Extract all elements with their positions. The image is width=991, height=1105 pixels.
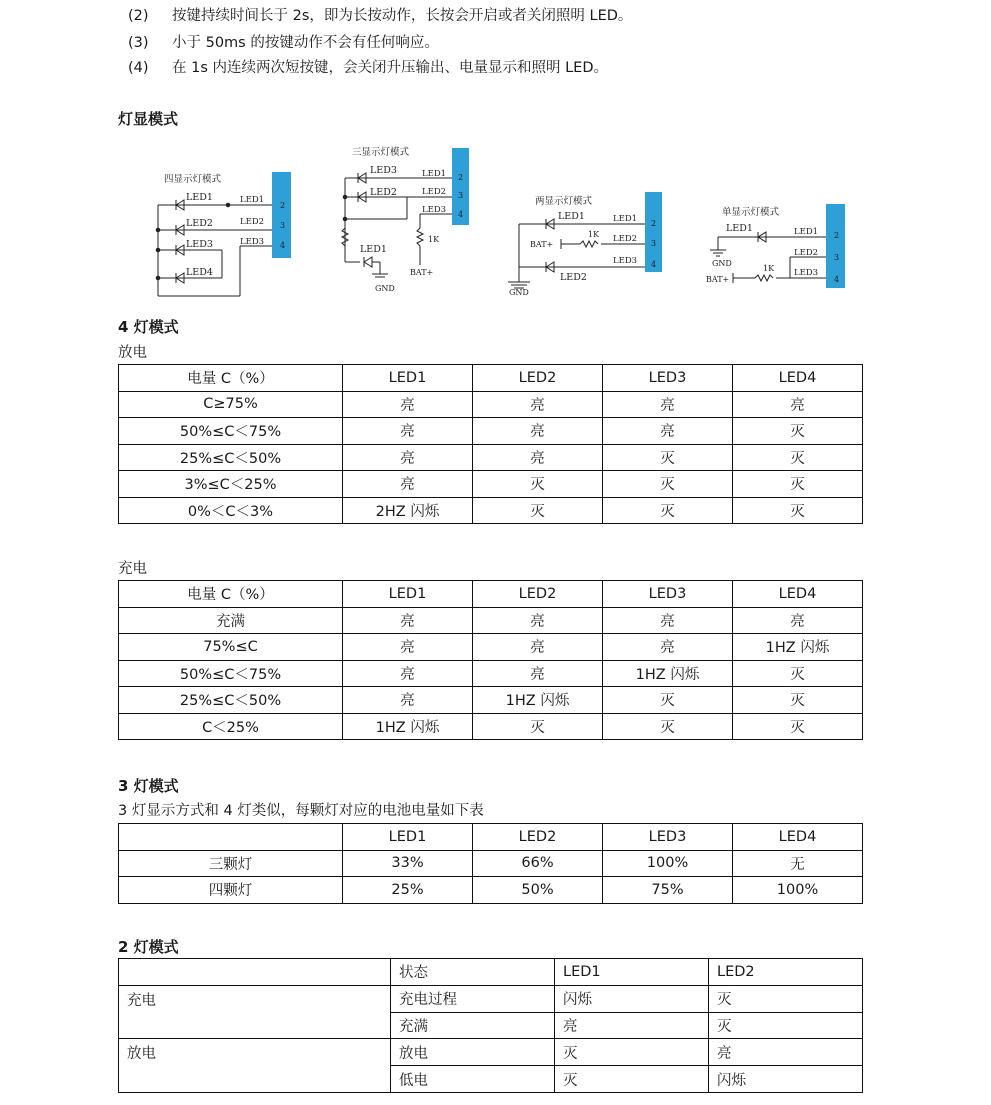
table-cell: LED4 [733, 824, 863, 851]
two-lamp-header [119, 959, 863, 986]
table-cell: LED3 [603, 365, 733, 392]
table-cell: 充电过程 [391, 985, 555, 1012]
table-cell: 灭 [709, 985, 863, 1012]
two-title: 两显示灯模式 [535, 196, 593, 207]
table-cell: 亮 [473, 391, 603, 418]
two-lamp-row [119, 1039, 863, 1066]
table-cell: 1HZ 闪烁 [733, 634, 863, 661]
table-cell: LED1 [343, 581, 473, 608]
four-led-1: LED1 [186, 192, 213, 203]
table-cell: 灭 [709, 1012, 863, 1039]
table-cell: 25% [343, 877, 473, 904]
table-cell: 灭 [555, 1039, 709, 1066]
table-cell: 100% [733, 877, 863, 904]
table-cell: 100% [603, 850, 733, 877]
table-cell: 亮 [343, 634, 473, 661]
table-cell: 亮 [343, 391, 473, 418]
one-line-3: LED3 [794, 268, 819, 278]
charge-row-header [119, 581, 863, 608]
table-cell: 无 [733, 850, 863, 877]
two-line-3: LED3 [613, 256, 638, 266]
two-lamp-table [118, 958, 863, 1093]
table-cell: 灭 [555, 1066, 709, 1093]
table-cell: 灭 [733, 660, 863, 687]
two-led-1: LED1 [558, 211, 585, 222]
charge-row [119, 687, 863, 714]
one-res: 1K [763, 264, 775, 273]
table-cell: 亮 [473, 634, 603, 661]
charge-table [118, 580, 863, 740]
table-cell: 50%≤C＜75% [119, 660, 343, 687]
table-cell: 三颗灯 [119, 850, 343, 877]
charge-row [119, 634, 863, 661]
three-gnd: GND [375, 284, 395, 293]
table-cell: 25%≤C＜50% [119, 444, 343, 471]
table-cell: 灭 [733, 418, 863, 445]
four-pin-2: 2 [280, 201, 286, 210]
four-line-2: LED2 [240, 217, 265, 227]
three-title: 三显示灯模式 [352, 147, 410, 158]
table-cell: 充满 [391, 1012, 555, 1039]
three-bat: BAT+ [410, 268, 434, 277]
one-title: 单显示灯模式 [722, 207, 780, 218]
table-cell: LED1 [343, 824, 473, 851]
table-cell [119, 824, 343, 851]
discharge-row [119, 391, 863, 418]
three-res: 1K [428, 235, 440, 244]
table-cell: 亮 [555, 1012, 709, 1039]
three-line-3: LED3 [422, 205, 447, 215]
intro-item-3: (3) 小于 50ms 的按键动作不会有任何响应。 [128, 35, 439, 51]
four-line-3: LED3 [240, 237, 265, 247]
one-led-1: LED1 [726, 223, 753, 234]
table-cell: 亮 [603, 634, 733, 661]
table-cell: LED4 [733, 365, 863, 392]
discharge-row [119, 497, 863, 524]
two-pin-3: 3 [651, 239, 657, 248]
one-pin-3: 3 [834, 253, 840, 262]
table-cell: 灭 [603, 497, 733, 524]
table-cell: 灭 [603, 444, 733, 471]
three-lamp-heading: 3 灯模式 [118, 777, 179, 795]
charge-label: 充电 [118, 561, 147, 577]
table-cell: 亮 [733, 607, 863, 634]
table-cell: 亮 [343, 660, 473, 687]
table-cell: 灭 [603, 713, 733, 740]
table-cell: LED3 [603, 581, 733, 608]
four-led-2: LED2 [186, 218, 213, 229]
table-cell: 充满 [119, 607, 343, 634]
two-line-2: LED2 [613, 234, 638, 244]
diagram-four-lamp [156, 172, 291, 296]
table-cell: 50% [473, 877, 603, 904]
table-cell: 闪烁 [555, 985, 709, 1012]
table-cell: 亮 [343, 471, 473, 498]
table-cell: 亮 [603, 391, 733, 418]
one-gnd: GND [712, 259, 732, 268]
table-cell: 亮 [343, 444, 473, 471]
table-cell: LED2 [473, 365, 603, 392]
table-cell: LED2 [709, 959, 863, 986]
discharge-row-header [119, 365, 863, 392]
table-cell: 亮 [473, 607, 603, 634]
four-led-3: LED3 [186, 239, 213, 250]
table-cell: 75%≤C [119, 634, 343, 661]
four-pin-3: 3 [280, 221, 286, 230]
one-pin-4: 4 [834, 275, 840, 284]
discharge-table [118, 364, 863, 524]
four-led-4: LED4 [186, 267, 213, 278]
lamp-mode-heading: 灯显模式 [118, 110, 179, 128]
table-cell: 电量 C（%） [119, 365, 343, 392]
four-line-1: LED1 [240, 195, 265, 205]
table-cell: 灭 [733, 687, 863, 714]
charge-row [119, 713, 863, 740]
table-cell: 亮 [709, 1039, 863, 1066]
table-cell: 闪烁 [709, 1066, 863, 1093]
three-line-1: LED1 [422, 169, 447, 179]
three-pin-3: 3 [458, 191, 464, 200]
table-cell: 灭 [473, 713, 603, 740]
lamp-wiring-diagrams [0, 140, 991, 305]
table-cell: 2HZ 闪烁 [343, 497, 473, 524]
table-cell: 亮 [343, 418, 473, 445]
intro-item-4: (4) 在 1s 内连续两次短按键，会关闭升压输出、电量显示和照明 LED。 [128, 60, 609, 76]
charge-row [119, 660, 863, 687]
table-cell: 灭 [603, 687, 733, 714]
table-cell: 3%≤C＜25% [119, 471, 343, 498]
table-cell: 灭 [603, 471, 733, 498]
two-gnd: GND [509, 288, 529, 297]
table-cell: 0%＜C＜3% [119, 497, 343, 524]
table-cell: 灭 [733, 713, 863, 740]
three-led-3: LED3 [370, 165, 397, 176]
table-cell: 25%≤C＜50% [119, 687, 343, 714]
table-cell: 放电 [391, 1039, 555, 1066]
table-cell: LED2 [473, 581, 603, 608]
two-bat: BAT+ [530, 240, 554, 249]
four-pin-4: 4 [280, 241, 286, 250]
table-cell: 状态 [391, 959, 555, 986]
three-lamp-table [118, 823, 863, 904]
table-cell: C≥75% [119, 391, 343, 418]
table-cell: 75% [603, 877, 733, 904]
three-pin-2: 2 [458, 173, 464, 182]
table-cell: 四颗灯 [119, 877, 343, 904]
table-cell: 亮 [733, 391, 863, 418]
one-line-2: LED2 [794, 248, 819, 258]
table-cell: 50%≤C＜75% [119, 418, 343, 445]
group-label: 充电 [119, 985, 391, 1039]
table-cell: 灭 [733, 444, 863, 471]
three-line-2: LED2 [422, 187, 447, 197]
three-lamp-row [119, 877, 863, 904]
intro-item-2: (2) 按键持续时间长于 2s，即为长按动作，长按会开启或者关闭照明 LED。 [128, 8, 633, 24]
table-cell: 66% [473, 850, 603, 877]
group-label: 放电 [119, 1039, 391, 1093]
table-cell: 灭 [733, 497, 863, 524]
table-cell: 1HZ 闪烁 [473, 687, 603, 714]
table-cell: 亮 [603, 607, 733, 634]
diagram-three-lamp [342, 148, 469, 277]
three-lamp-row [119, 850, 863, 877]
three-lamp-desc: 3 灯显示方式和 4 灯类似，每颗灯对应的电池电量如下表 [118, 803, 484, 819]
table-cell [119, 959, 391, 986]
two-pin-4: 4 [651, 260, 657, 269]
one-pin-2: 2 [834, 231, 840, 240]
discharge-label: 放电 [118, 345, 147, 361]
two-lamp-heading: 2 灯模式 [118, 938, 179, 956]
two-res: 1K [588, 230, 600, 239]
table-cell: 亮 [473, 418, 603, 445]
table-cell: C＜25% [119, 713, 343, 740]
three-led-1: LED1 [360, 244, 387, 255]
table-cell: LED1 [555, 959, 709, 986]
table-cell: LED1 [343, 365, 473, 392]
table-cell: 灭 [473, 497, 603, 524]
table-cell: 亮 [603, 418, 733, 445]
two-pin-2: 2 [651, 219, 657, 228]
table-cell: 亮 [343, 607, 473, 634]
table-cell: 亮 [473, 660, 603, 687]
one-line-1: LED1 [794, 227, 819, 237]
three-lamp-row-header [119, 824, 863, 851]
four-title: 四显示灯模式 [164, 174, 222, 185]
three-led-2: LED2 [370, 187, 397, 198]
charge-row [119, 607, 863, 634]
table-cell: 电量 C（%） [119, 581, 343, 608]
table-cell: 亮 [343, 687, 473, 714]
table-cell: 低电 [391, 1066, 555, 1093]
discharge-row [119, 418, 863, 445]
one-bat: BAT+ [706, 275, 730, 284]
three-pin-4: 4 [458, 210, 464, 219]
table-cell: 33% [343, 850, 473, 877]
two-line-1: LED1 [613, 214, 638, 224]
two-lamp-row [119, 985, 863, 1012]
table-cell: 亮 [473, 444, 603, 471]
discharge-row [119, 471, 863, 498]
table-cell: LED2 [473, 824, 603, 851]
table-cell: 1HZ 闪烁 [603, 660, 733, 687]
table-cell: 灭 [733, 471, 863, 498]
four-lamp-heading: 4 灯模式 [118, 318, 179, 336]
table-cell: LED3 [603, 824, 733, 851]
two-led-2: LED2 [560, 272, 587, 283]
table-cell: LED4 [733, 581, 863, 608]
table-cell: 灭 [473, 471, 603, 498]
discharge-row [119, 444, 863, 471]
table-cell: 1HZ 闪烁 [343, 713, 473, 740]
